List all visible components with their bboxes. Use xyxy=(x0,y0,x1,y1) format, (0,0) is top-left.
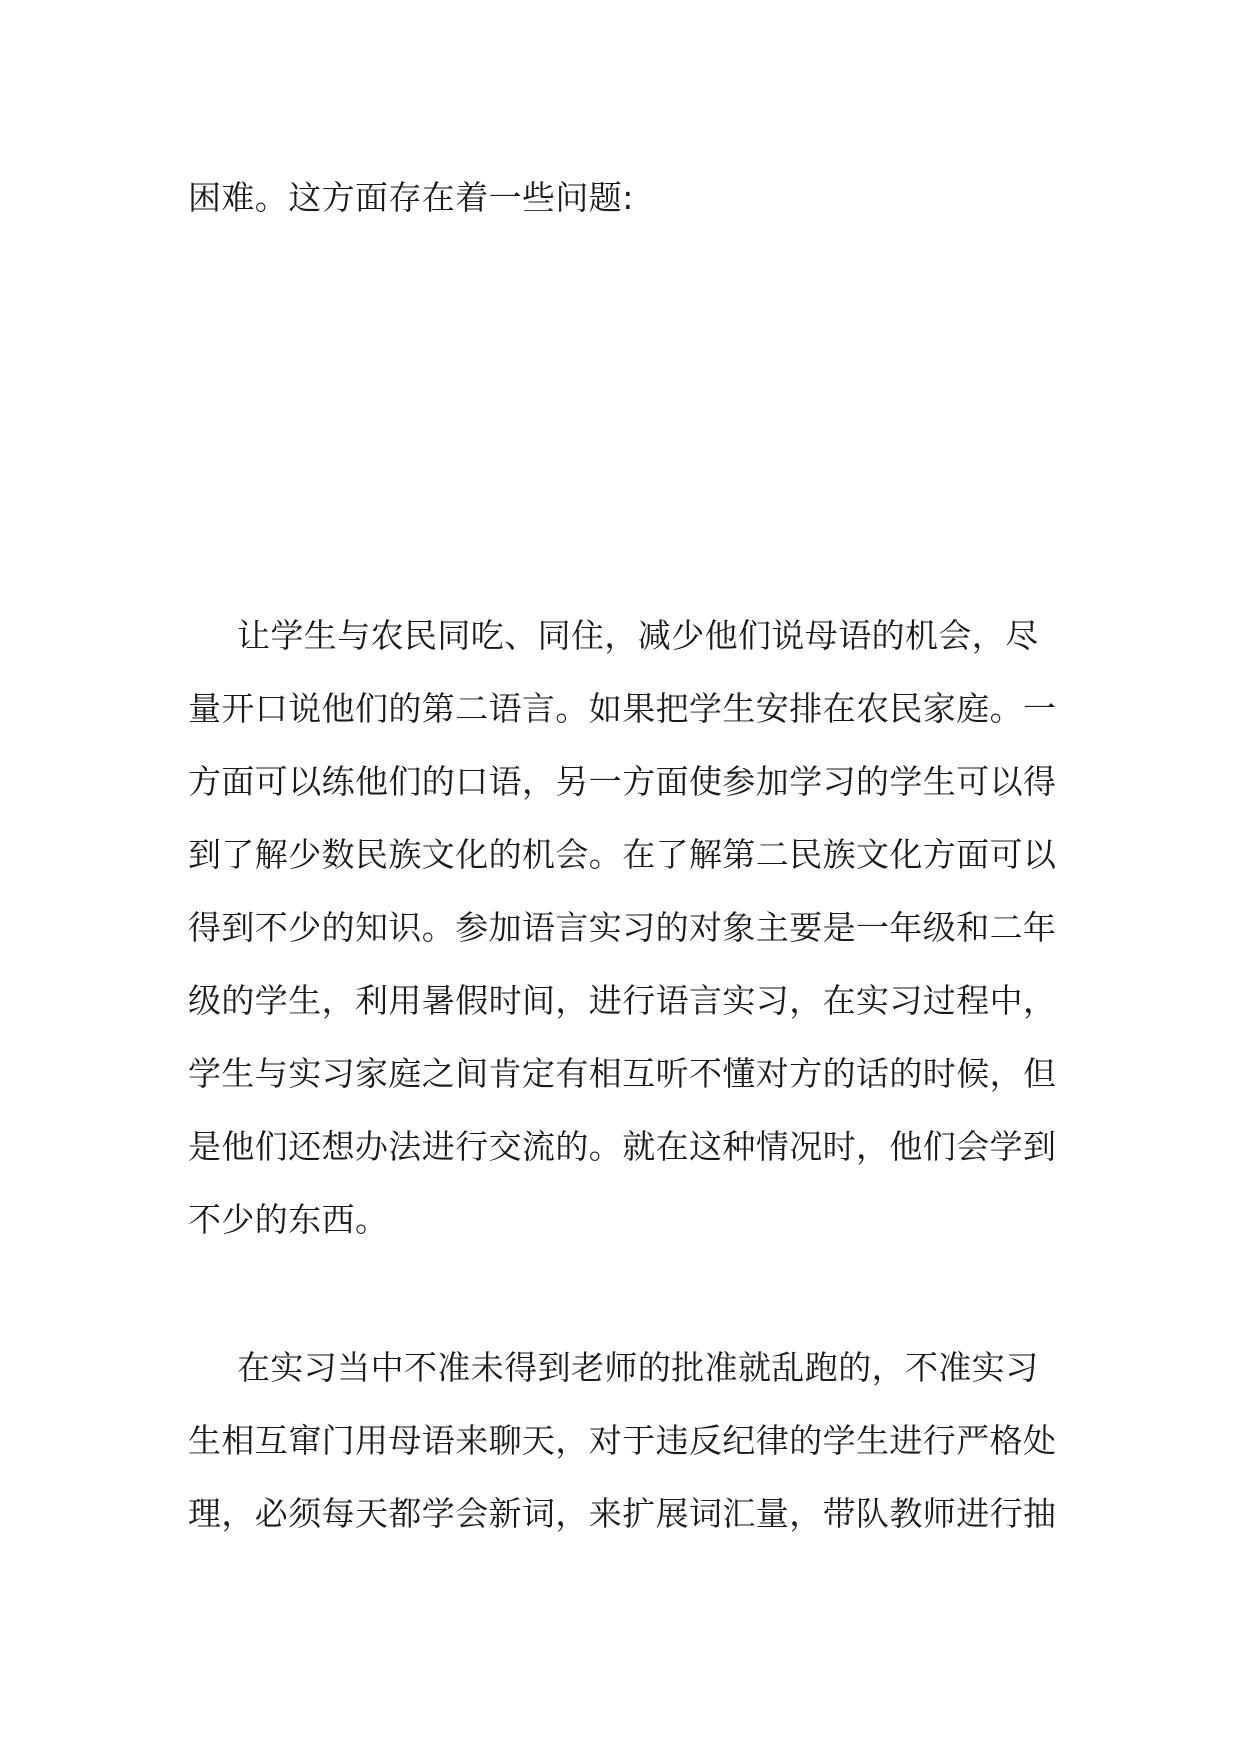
paragraph-1-line-1: 困难。这方面存在着一些问题: xyxy=(188,178,634,217)
paragraph-2-line-2: 量开口说他们的第二语言。如果把学生安排在农民家庭。一 xyxy=(188,689,1057,728)
paragraph-3-line-3: 理，必须每天都学会新词，来扩展词汇量，带队教师进行抽 xyxy=(188,1494,1057,1533)
paragraph-2-line-7: 学生与实习家庭之间肯定有相互听不懂对方的话的时候，但 xyxy=(188,1054,1057,1093)
paragraph-3-line-1: 在实习当中不准未得到老师的批准就乱跑的，不准实习 xyxy=(237,1348,1039,1387)
paragraph-2-line-4: 到了解少数民族文化的机会。在了解第二民族文化方面可以 xyxy=(188,835,1057,874)
paragraph-2-line-9: 不少的东西。 xyxy=(188,1200,389,1239)
paragraph-2-line-1: 让学生与农民同吃、同住，减少他们说母语的机会，尽 xyxy=(237,616,1039,655)
paragraph-3-line-2: 生相互窜门用母语来聊天，对于违反纪律的学生进行严格处 xyxy=(188,1421,1057,1460)
paragraph-2-line-6: 级的学生，利用暑假时间，进行语言实习，在实习过程中， xyxy=(188,981,1057,1020)
paragraph-2-line-5: 得到不少的知识。参加语言实习的对象主要是一年级和二年 xyxy=(188,908,1057,947)
paragraph-2-line-8: 是他们还想办法进行交流的。就在这种情况时，他们会学到 xyxy=(188,1127,1057,1166)
paragraph-2-line-3: 方面可以练他们的口语，另一方面使参加学习的学生可以得 xyxy=(188,762,1057,801)
